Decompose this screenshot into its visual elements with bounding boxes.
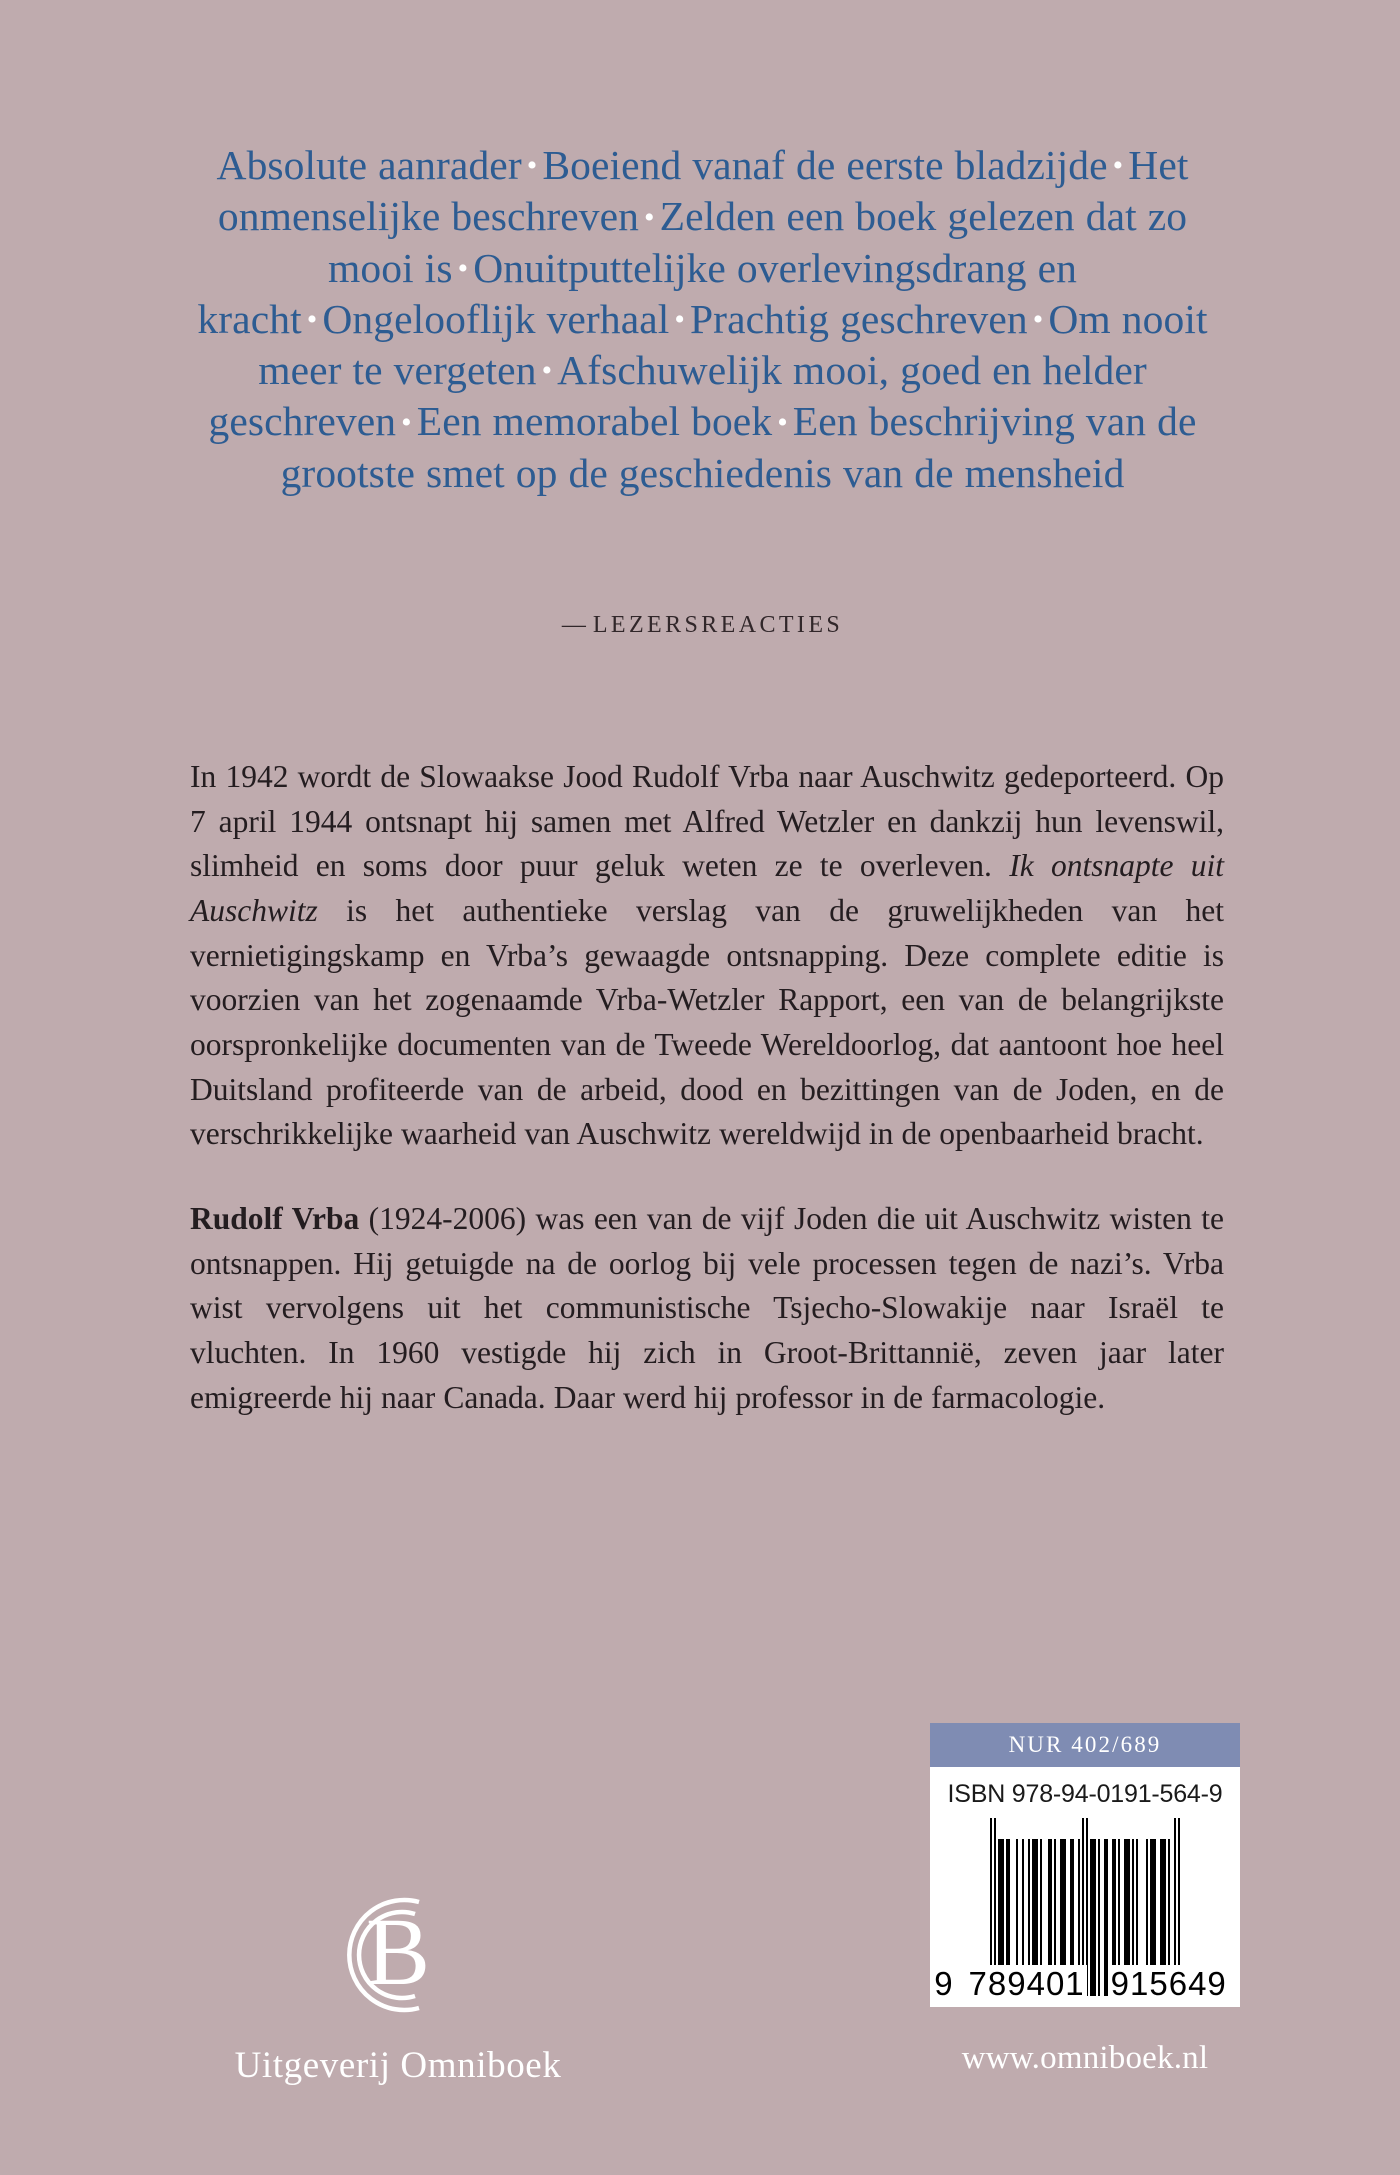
quote-item: Om nooit meer te vergeten <box>258 295 1208 393</box>
barcode-panel <box>930 1767 1240 2007</box>
quote-item: Prachtig geschreven <box>690 295 1028 342</box>
quote-item: Boeiend vanaf de eerste bladzijde <box>542 142 1108 188</box>
quote-item: Het onmenselijke beschreven <box>217 142 1189 240</box>
reader-quotes-block <box>185 140 1220 499</box>
omniboek-logo-icon <box>323 1880 473 2030</box>
em-dash-icon: — <box>561 612 586 638</box>
synopsis-text-part1: In 1942 wordt de Slowaakse Jood Rudolf Vrba naar Auschwitz gedeporteerd. Op 7 april 1944 ontsnapt hij samen met Alfred Wetzler en dankzij hun levenswil, slimheid en soms door puur geluk weten ze te overleven. <box>190 759 1224 884</box>
bullet-separator-icon: • <box>526 149 538 183</box>
quote-item: Zelden een boek gelezen dat zo mooi is <box>328 193 1188 291</box>
publisher-name: Uitgeverij Omniboek <box>234 2045 562 2086</box>
author-name: Rudolf Vrba <box>190 1200 360 1236</box>
synopsis-text-part2: is het authentieke verslag van de gruwelijkheden van het vernietigingskamp en Vrba’s gewaagde ontsnapping. Deze complete editie is voorzien van het zogenaamde Vrba-Wetzler Rapport, een van de belangrijkste oorspronkelijke documenten van de Tweede Wereldoorlog, dat aantoont hoe heel Duitsland profiteerde van de arbeid, dood en bezittingen van de Joden, en de verschrikkelijke waarheid van Auschwitz wereldwijd in de openbaarheid bracht. <box>190 892 1224 1152</box>
quotes-attribution <box>185 612 1220 639</box>
author-bio-paragraph <box>190 1197 1224 1420</box>
quote-item: Absolute aanrader <box>216 142 522 188</box>
quote-item: Een beschrijving van de grootste smet op de geschiedenis van de mensheid <box>280 398 1197 496</box>
barcode-digits <box>930 1965 1240 2003</box>
isbn-number: ISBN 978-94-0191-564-9 <box>947 1780 1223 1808</box>
book-title-italic: Ik ontsnapte uit Auschwitz <box>190 848 1224 928</box>
publisher-website: www.omniboek.nl <box>961 2040 1209 2076</box>
quote-item: Afschuwelijk mooi, goed en helder geschreven <box>208 347 1147 445</box>
svg-text:B: B <box>365 1898 431 2005</box>
nur-band: NUR 402/689 <box>930 1723 1240 1767</box>
bullet-separator-icon: • <box>541 354 553 388</box>
bullet-separator-icon: • <box>401 405 412 439</box>
bullet-separator-icon: • <box>306 303 318 337</box>
author-bio-text: (1924-2006) was een van de vijf Joden die uit Auschwitz wisten te ontsnappen. Hij getuigde na de oorlog bij vele processen tegen de nazi’s. Vrba wist vervolgens uit het communistische Tsjecho-Slowakije naar Israël te vluchten. In 1960 vestigde hij zich in Groot-Brittannië, zeven jaar later emigreerde hij naar Canada. Daar werd hij professor in de farmacologie. <box>190 1200 1224 1415</box>
publisher-block <box>188 1880 608 2087</box>
bullet-separator-icon: • <box>777 405 788 439</box>
bullet-separator-icon: • <box>674 303 685 337</box>
barcode-digits-right: 915649 <box>1110 1965 1227 2002</box>
attribution-label: LEZERSREACTIES <box>592 612 844 638</box>
quote-item: Een memorabel boek <box>416 398 773 445</box>
bullet-separator-icon: • <box>457 251 469 285</box>
synopsis-paragraph <box>190 755 1224 1157</box>
quote-item: Ongelooflijk verhaal <box>322 295 670 342</box>
bullet-separator-icon: • <box>1032 303 1044 337</box>
description-block <box>190 755 1224 1420</box>
isbn-barcode-block <box>930 1723 1240 2007</box>
bullet-separator-icon: • <box>644 200 655 234</box>
barcode-digits-left: 789401 <box>968 1965 1085 2002</box>
quote-item: Onuitputtelijke overlevingsdrang en kracht <box>197 244 1077 342</box>
bullet-separator-icon: • <box>1112 149 1124 183</box>
barcode-digit-lead: 9 <box>934 1965 954 2002</box>
